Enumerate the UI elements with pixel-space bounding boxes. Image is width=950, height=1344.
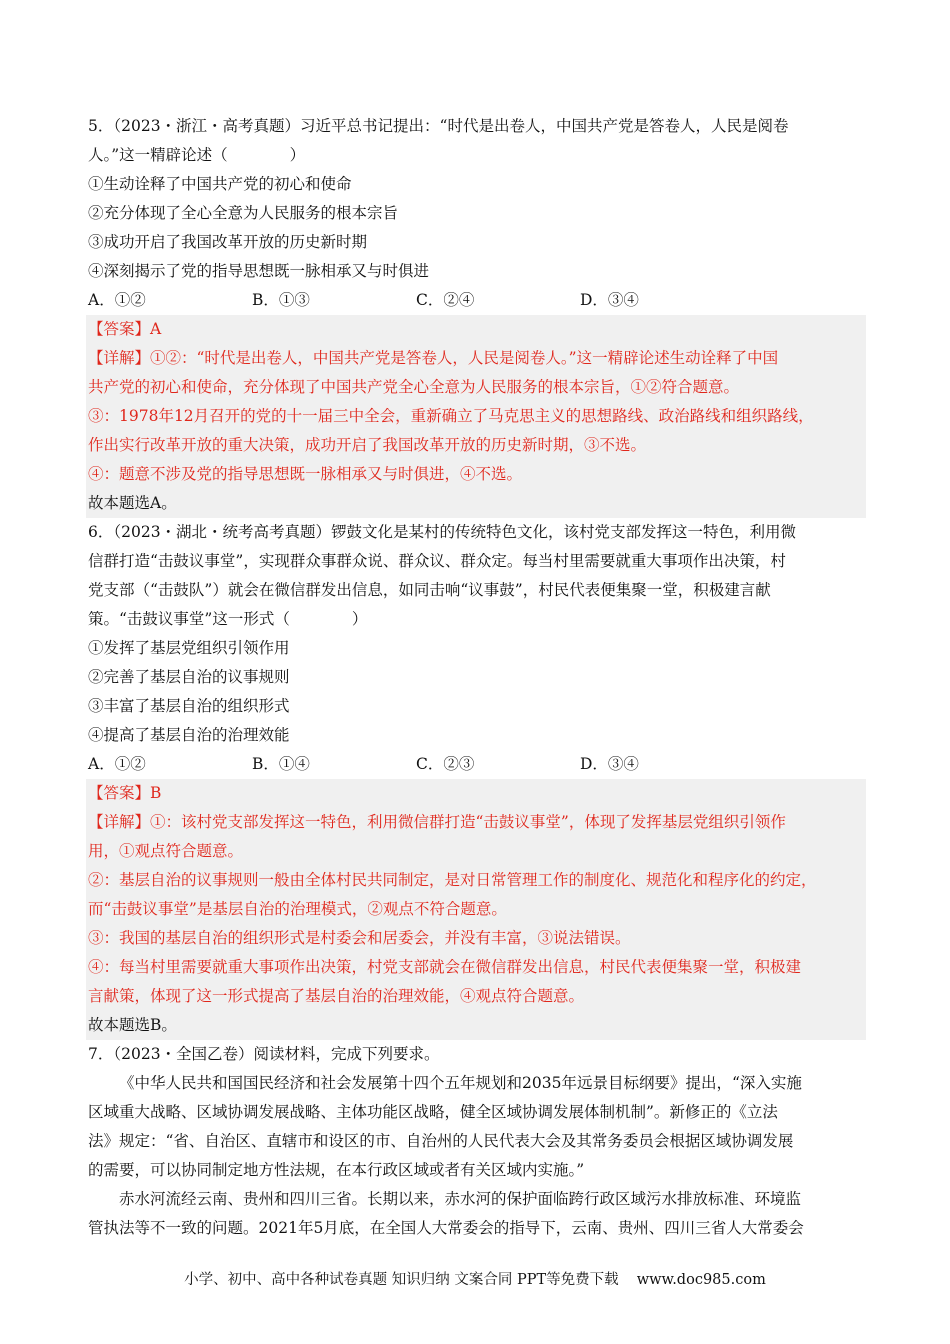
material-paragraph: 管执法等不一致的问题。2021年5月底，在全国人大常委会的指导下，云南、贵州、四川三省人大常委会 xyxy=(88,1219,804,1237)
answer-options xyxy=(88,286,866,315)
question-stem: 5．（2023・浙江・高考真题）习近平总书记提出：“时代是出卷人，中国共产党是答卷人，人民是阅卷 xyxy=(88,117,789,135)
option-a: A．①② xyxy=(88,291,146,309)
statement-item: ②完善了基层自治的议事规则 xyxy=(88,668,290,686)
statement-item: ②充分体现了全心全意为人民服务的根本宗旨 xyxy=(88,204,399,222)
material-paragraph: 法》规定：“省、自治区、直辖市和设区的市、自治州的人民代表大会及其常务委员会根据区域协调发展 xyxy=(88,1132,794,1150)
explanation-line: 【详解】①②：“时代是出卷人，中国共产党是答卷人，人民是阅卷人。”这一精辟论述生动诠释了中国 xyxy=(88,349,779,367)
footer-url[interactable]: www.doc985.com xyxy=(636,1272,766,1288)
answer-label: 【答案】A xyxy=(88,320,162,338)
option-b: B．①③ xyxy=(252,291,310,309)
explanation-line: 共产党的初心和使命，充分体现了中国共产党全心全意为人民服务的根本宗旨，①②符合题意。 xyxy=(88,378,740,396)
page-footer xyxy=(0,1268,950,1289)
statement-item: ③成功开启了我国改革开放的历史新时期 xyxy=(88,233,368,251)
question-6 xyxy=(88,518,866,1040)
material-paragraph: 《中华人民共和国国民经济和社会发展第十四个五年规划和2035年远景目标纲要》提出，“深入实施 xyxy=(119,1074,802,1092)
statement-item: ④提高了基层自治的治理效能 xyxy=(88,726,290,744)
question-stem: 党支部（“击鼓队”）就会在微信群发出信息，如同击响“议事鼓”，村民代表便集聚一堂，积极建言献 xyxy=(88,581,771,599)
material-paragraph: 区域重大战略、区域协调发展战略、主体功能区战略，健全区域协调发展体制机制”。新修正的《立法 xyxy=(88,1103,778,1121)
option-c: C．②③ xyxy=(416,755,475,773)
conclusion: 故本题选A。 xyxy=(88,494,177,512)
explanation-line: ②：基层自治的议事规则一般由全体村民共同制定，是对日常管理工作的制度化、规范化和程序化的约定， xyxy=(88,871,817,889)
explanation-line: 用，①观点符合题意。 xyxy=(88,842,244,860)
option-b: B．①④ xyxy=(252,755,310,773)
question-title: 7．（2023・全国乙卷）阅读材料，完成下列要求。 xyxy=(88,1045,440,1063)
question-stem: 人。”这一精辟论述（ ） xyxy=(88,146,306,164)
answer-block xyxy=(86,315,866,518)
material-paragraph: 赤水河流经云南、贵州和四川三省。长期以来，赤水河的保护面临跨行政区域污水排放标准、环境监 xyxy=(119,1190,802,1208)
answer-block xyxy=(86,779,866,1040)
statement-item: ①发挥了基层党组织引领作用 xyxy=(88,639,290,657)
option-a: A．①② xyxy=(88,755,146,773)
question-stem: 信群打造“击鼓议事堂”，实现群众事群众说、群众议、群众定。每当村里需要就重大事项作出决策，村 xyxy=(88,552,786,570)
explanation-line: 而“击鼓议事堂”是基层自治的治理模式，②观点不符合题意。 xyxy=(88,900,507,918)
option-d: D．③④ xyxy=(580,291,639,309)
conclusion: 故本题选B。 xyxy=(88,1016,177,1034)
question-stem: 策。“击鼓议事堂”这一形式（ ） xyxy=(88,610,368,628)
option-c: C．②④ xyxy=(416,291,475,309)
option-d: D．③④ xyxy=(580,755,639,773)
answer-options xyxy=(88,750,866,779)
statement-item: ①生动诠释了中国共产党的初心和使命 xyxy=(88,175,352,193)
document-page xyxy=(88,112,866,1243)
explanation-line: 言献策，体现了这一形式提高了基层自治的治理效能，④观点符合题意。 xyxy=(88,987,585,1005)
explanation-line: 作出实行改革开放的重大决策，成功开启了我国改革开放的历史新时期，③不选。 xyxy=(88,436,647,454)
explanation-line: ④：题意不涉及党的指导思想既一脉相承又与时俱进，④不选。 xyxy=(88,465,523,483)
question-7 xyxy=(88,1040,866,1243)
statement-item: ④深刻揭示了党的指导思想既一脉相承又与时俱进 xyxy=(88,262,430,280)
material-paragraph: 的需要，可以协同制定地方性法规，在本行政区域或者有关区域内实施。” xyxy=(88,1161,585,1179)
explanation-line: ③：我国的基层自治的组织形式是村委会和居委会，并没有丰富，③说法错误。 xyxy=(88,929,631,947)
explanation-line: ④：每当村里需要就重大事项作出决策，村党支部就会在微信群发出信息，村民代表便集聚一堂，积极建 xyxy=(88,958,802,976)
explanation-line: ③：1978年12月召开的党的十一届三中全会，重新确立了马克思主义的思想路线、政治路线和组织路线， xyxy=(88,407,814,425)
statement-item: ③丰富了基层自治的组织形式 xyxy=(88,697,290,715)
explanation-line: 【详解】①：该村党支部发挥这一特色，利用微信群打造“击鼓议事堂”，体现了发挥基层党组织引领作 xyxy=(88,813,786,831)
answer-label: 【答案】B xyxy=(88,784,162,802)
question-5 xyxy=(88,112,866,518)
question-stem: 6．（2023・湖北・统考高考真题）锣鼓文化是某村的传统特色文化，该村党支部发挥这一特色，利用微 xyxy=(88,523,797,541)
footer-text: 小学、初中、高中各种试卷真题 知识归纳 文案合同 PPT等免费下载 xyxy=(184,1272,619,1288)
